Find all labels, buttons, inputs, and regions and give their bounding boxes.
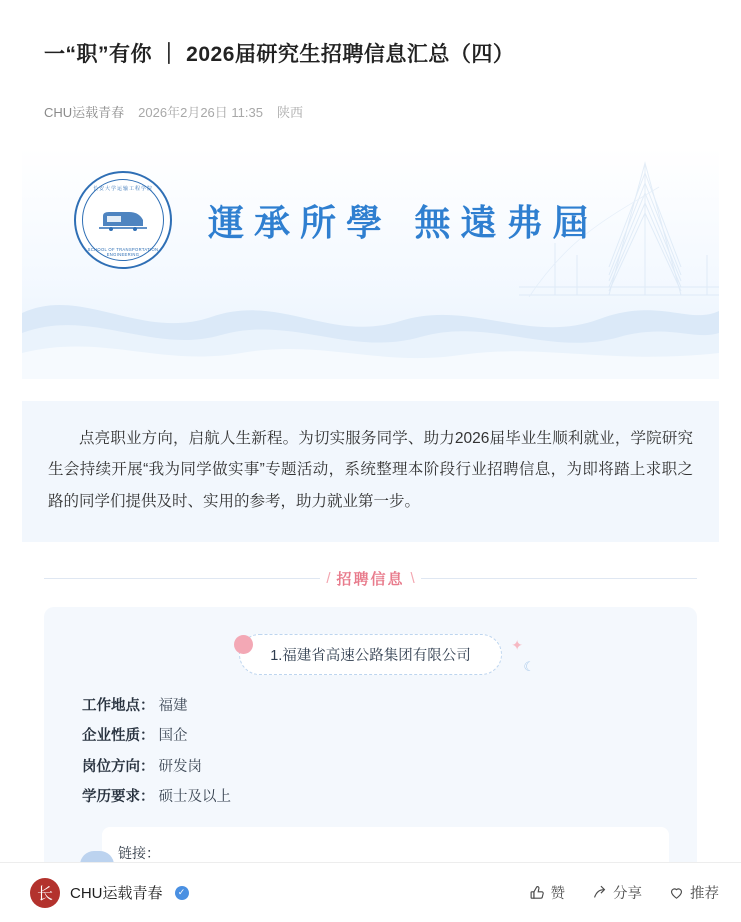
like-button[interactable]	[529, 882, 566, 903]
field-label-location: 工作地点：	[82, 697, 155, 714]
intro-paragraph: 点亮职业方向，启航人生新程。为切实服务同学、助力2026届毕业生顺利就业，学院研究生会持续开展“我为同学做实事”专题活动，系统整理本阶段行业招聘信息，为即将踏上求职之路的同学们提供及时、实用的参考，助力就业第一步。	[22, 401, 719, 542]
section-divider-left	[44, 578, 320, 579]
account-name[interactable]: CHU运载青春	[70, 885, 163, 902]
account-info[interactable]	[30, 878, 189, 908]
job-field-row	[82, 782, 675, 812]
job-fields	[66, 691, 675, 813]
heart-icon	[668, 884, 685, 901]
verified-badge-icon: ✓	[175, 886, 189, 900]
share-button[interactable]	[591, 882, 642, 903]
school-seal-logo	[74, 171, 172, 269]
share-icon	[591, 884, 608, 901]
star-icon: ✦	[511, 636, 523, 653]
pink-dot-decoration	[234, 635, 253, 654]
job-field-row	[82, 721, 675, 751]
page-title: 一“职”有你 ｜ 2026届研究生招聘信息汇总（四）	[44, 43, 515, 67]
field-value-education: 硕士及以上	[158, 789, 231, 806]
wave-decoration	[22, 259, 719, 379]
link-label: 链接：	[118, 844, 160, 861]
section-divider-right	[421, 578, 697, 579]
share-label: 分享	[613, 886, 642, 902]
field-value-location: 福建	[158, 697, 188, 714]
bottom-action-bar	[0, 862, 741, 922]
action-buttons	[529, 882, 720, 903]
banner-slogan: 運承所學 無遠弗屆	[208, 201, 599, 244]
thumbs-up-icon	[529, 884, 546, 901]
field-value-position: 研发岗	[158, 758, 202, 775]
banner-image	[22, 147, 719, 379]
slash-right: \	[410, 569, 415, 587]
like-label: 赞	[550, 886, 565, 902]
recommend-button[interactable]	[668, 882, 719, 903]
slash-left: /	[326, 569, 331, 587]
train-icon	[95, 206, 151, 234]
avatar[interactable]: 长	[30, 878, 60, 908]
meta-date: 2026年2月26日 11:35	[138, 104, 263, 120]
job-field-row	[82, 691, 675, 721]
meta-location: 陕西	[276, 104, 303, 120]
field-label-nature: 企业性质：	[82, 728, 155, 745]
seal-top-text: 长安大学运输工程学院	[92, 185, 153, 192]
field-label-position: 岗位方向：	[82, 758, 155, 775]
section-title: 招聘信息	[336, 570, 405, 588]
moon-icon: ☾	[523, 658, 535, 674]
recommend-label: 推荐	[690, 886, 719, 902]
meta-author[interactable]: CHU运载青春	[44, 104, 125, 120]
article-meta	[0, 84, 741, 121]
job-field-row	[82, 752, 675, 782]
company-pill-wrap	[66, 633, 675, 677]
seal-bottom-text: SCHOOL OF TRANSPORTATION ENGINEERING	[87, 246, 159, 257]
field-value-nature: 国企	[158, 728, 188, 745]
company-name-badge: 1.福建省高速公路集团有限公司	[239, 634, 502, 675]
section-header	[44, 568, 697, 589]
field-label-education: 学历要求：	[82, 789, 155, 806]
